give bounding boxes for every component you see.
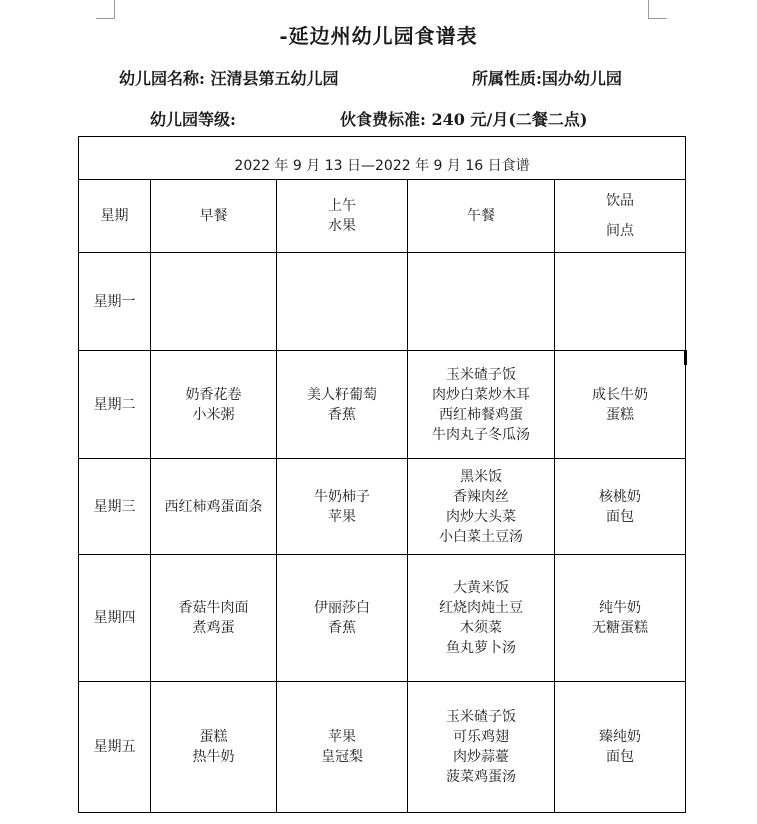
cell-line: 面包 [606,508,635,525]
cell-line: 饮品 [606,193,635,209]
cell-line: 臻纯奶 [599,729,642,745]
menu-date-caption: 2022 年 9 月 13 日—2022 年 9 月 16 日食谱 [79,137,686,180]
cell-line: 苹果 [328,508,356,525]
food-fee-value: 240 元/月(二餐二点) [431,110,588,129]
cell-line: 黑米饭 [460,468,502,485]
cell-line: 午餐 [467,208,495,224]
cell-line: 核桃奶 [599,488,642,505]
cell-line: 牛奶柿子 [314,488,370,505]
menu-header-row [79,180,686,253]
cell-line: 香蕉 [328,620,356,636]
morning-fruit-cell [277,555,408,682]
cell-line: 小白菜土豆汤 [439,528,523,545]
day-cell [79,253,151,351]
lunch-cell [408,555,555,682]
document-title: -延边州幼儿园食谱表 [279,24,478,48]
cell-line: 间点 [606,223,635,239]
cell-line: 热牛奶 [192,749,235,765]
cell-line: 香菇牛肉面 [178,600,249,616]
cell-line: 星期 [100,208,129,224]
cell-line: 玉米碴子饭 [446,709,516,725]
day-cell [79,459,151,555]
cell-line: 肉炒大头菜 [446,508,516,525]
menu-row-thursday [79,555,686,682]
cell-line: 早餐 [199,208,228,224]
cell-line: 西红柿鸡蛋面条 [164,498,263,515]
cell-line: 蛋糕 [199,729,228,745]
text-cursor-marker [684,350,687,365]
lunch-cell [408,682,555,813]
cell-line: 西红柿餐鸡蛋 [439,406,523,423]
kindergarten-name-line [119,66,339,89]
food-fee-label: 伙食费标准: [340,110,426,129]
cell-line: 皇冠梨 [321,749,363,765]
food-fee-line [340,107,587,130]
cell-line: 无糖蛋糕 [592,620,649,636]
cell-line: 大黄米饭 [453,580,509,596]
ownership-value: 国办幼儿园 [541,69,622,88]
breakfast-cell [151,459,277,555]
cell-line: 星期二 [93,396,136,413]
morning-fruit-cell [277,351,408,459]
cell-line: 星期三 [93,498,136,515]
cell-line: 伊丽莎白 [314,600,370,616]
cell-line: 木须菜 [460,620,502,636]
cell-line: 可乐鸡翅 [453,729,509,745]
cell-line: 香辣肉丝 [453,488,509,505]
breakfast-cell [151,555,277,682]
cell-line: 纯牛奶 [599,600,642,616]
kindergarten-name-label: 幼儿园名称: [119,69,205,88]
menu-row-tuesday [79,351,686,459]
ownership-label: 所属性质: [472,69,542,88]
menu-table [78,136,686,813]
cell-line: 苹果 [328,729,356,745]
header-breakfast [151,180,277,253]
cell-line: 奶香花卷 [185,386,242,403]
cell-line: 玉米碴子饭 [446,366,516,383]
header-morning-fruit [277,180,408,253]
cell-line: 上午 [328,198,356,214]
ownership-line [472,66,622,89]
snack-cell [555,253,686,351]
cell-line: 肉炒蒜薹 [453,749,509,765]
lunch-cell [408,351,555,459]
cell-line: 星期五 [93,739,136,755]
kindergarten-name: 汪清县第五幼儿园 [210,69,339,88]
morning-fruit-cell [277,459,408,555]
snack-cell [555,459,686,555]
cell-line: 红烧肉炖土豆 [439,600,523,616]
cell-line: 成长牛奶 [592,386,649,403]
cell-line: 菠菜鸡蛋汤 [446,769,516,785]
cell-line: 面包 [606,749,635,765]
page-corner-mark-left [96,0,115,19]
cell-line: 星期一 [93,293,136,310]
page-corner-mark-right [648,0,667,19]
cell-line: 小米粥 [192,406,235,423]
menu-row-monday [79,253,686,351]
cell-line: 鱼丸萝卜汤 [446,640,516,656]
cell-line: 煮鸡蛋 [192,620,235,636]
menu-row-wednesday [79,459,686,555]
lunch-cell [408,253,555,351]
snack-cell [555,682,686,813]
morning-fruit-cell [277,682,408,813]
breakfast-cell [151,253,277,351]
grade-line [150,107,236,130]
cell-line: 蛋糕 [606,406,635,423]
day-cell [79,555,151,682]
cell-line: 美人籽葡萄 [307,386,377,403]
day-cell [79,351,151,459]
cell-line: 肉炒白菜炒木耳 [432,386,530,403]
header-day [79,180,151,253]
menu-row-friday [79,682,686,813]
header-snack [555,180,686,253]
cell-line: 香蕉 [328,406,356,423]
grade-label: 幼儿园等级: [150,110,236,129]
breakfast-cell [151,682,277,813]
snack-cell [555,555,686,682]
morning-fruit-cell [277,253,408,351]
cell-line: 牛肉丸子冬瓜汤 [432,426,530,443]
lunch-cell [408,459,555,555]
snack-cell [555,351,686,459]
breakfast-cell [151,351,277,459]
day-cell [79,682,151,813]
cell-line: 星期四 [93,610,136,626]
header-lunch [408,180,555,253]
cell-line: 水果 [328,218,356,234]
